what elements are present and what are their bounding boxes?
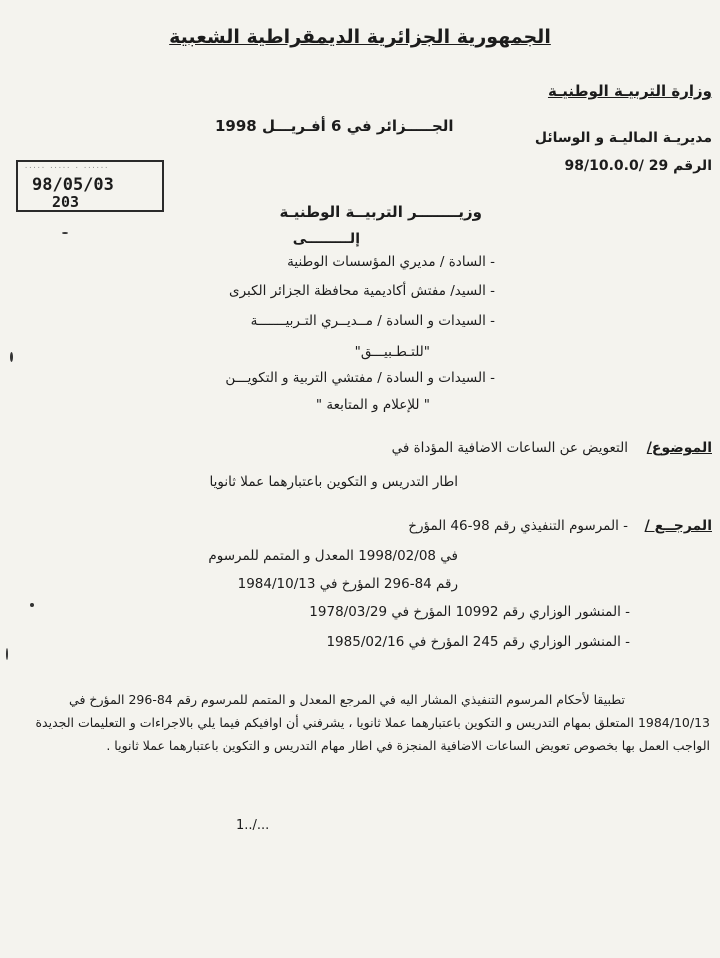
- addressee-intro: إلـــــــــى: [292, 231, 360, 247]
- subject-label: الموضوع/: [646, 440, 712, 456]
- scan-speck: [10, 352, 13, 362]
- minister-title: وزيــــــــر التربيــة الوطنيـة: [279, 203, 482, 221]
- body-paragraph: [30, 688, 710, 757]
- directorate-name: مديريـة الماليـة و الوسائل: [534, 130, 712, 146]
- scan-speck: [30, 603, 34, 607]
- reference-item: رقم 84-296 المؤرخ في 1984/10/13: [237, 576, 458, 592]
- recipient-note: "للتـطـبيـــق": [354, 344, 430, 360]
- reference-item: - المنشور الوزاري رقم 10992 المؤرخ في 1978/03/29: [309, 604, 630, 620]
- subject-line: التعويض عن الساعات الاضافية المؤداة في: [391, 440, 628, 456]
- republic-header: الجمهورية الجزائرية الديمقراطية الشعبية: [169, 26, 551, 48]
- ministry-name: وزارة التربيـة الوطنيـة: [547, 82, 712, 100]
- recipient-item: - السيد/ مفتش أكاديمية محافظة الجزائر الكبرى: [229, 283, 495, 299]
- received-stamp: [16, 160, 164, 212]
- recipient-note: " للإعلام و المتابعة ": [315, 397, 430, 413]
- subject-line: اطار التدريس و التكوين باعتبارهما عملا ثانويا: [209, 474, 458, 490]
- reference-number: الرقم 29 /98/10.0.0: [564, 158, 712, 174]
- body-text: تطبيقا لأحكام المرسوم التنفيذي المشار اليه في المرجع المعدل و المتمم للمرسوم رقم 84-296 المؤرخ في 1984/10/13 المتعلق بمهام التدريس و التكوين باعتبارهما عملا ثانويا ، يشرفني أن اوافيكم فيما يلي بالاجراءات و التعليمات الجديدة الواجب العمل بها بخصوص تعويض الساعات الاضافية المنجزة في اطار مهام التدريس و التكوين باعتبارهما عملا ثانويا .: [35, 692, 710, 753]
- stamp-number: 203: [52, 193, 80, 211]
- recipient-item: - السيدات و السادة / مفتشي التربية و التكويـــن: [225, 370, 495, 386]
- reference-item: - المنشور الوزاري رقم 245 المؤرخ في 1985/02/16: [326, 634, 630, 650]
- reference-item: في 1998/02/08 المعدل و المتمم للمرسوم: [208, 548, 458, 564]
- place-date: الجـــــزائر في 6 أفـريـــل 1998: [215, 117, 454, 135]
- references-label: المرجــع /: [644, 518, 712, 534]
- recipient-item: - السادة / مديري المؤسسات الوطنية: [287, 254, 495, 270]
- stamp-faint-text: ····· ····· · ······: [24, 164, 109, 172]
- page-continuation: 1../...: [236, 818, 270, 833]
- scan-speck: [62, 232, 68, 234]
- scan-speck: [6, 648, 8, 660]
- stamp-date: 98/05/03: [32, 175, 114, 195]
- reference-item: - المرسوم التنفيذي رقم 98-46 المؤرخ: [408, 518, 628, 534]
- recipient-item: - السيدات و السادة / مــديــري التـربيـــــــة: [250, 313, 495, 329]
